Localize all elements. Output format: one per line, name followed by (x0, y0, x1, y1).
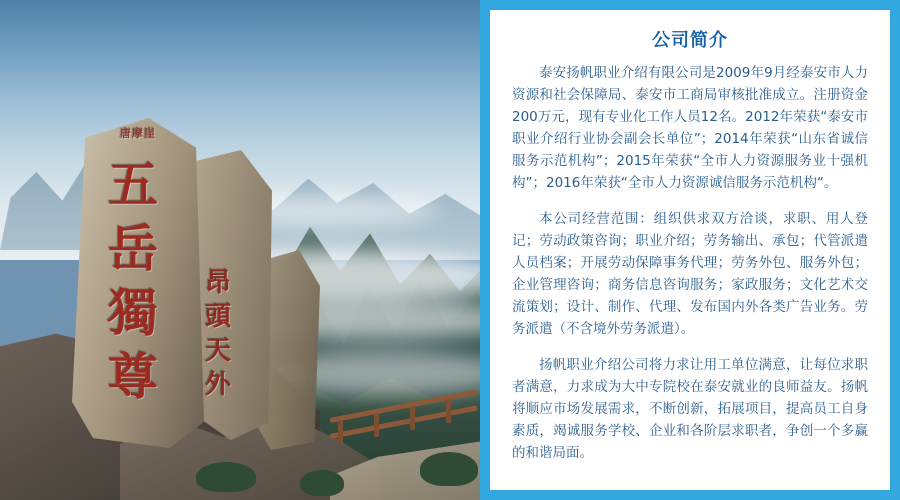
carved-char-4: 尊 (108, 347, 158, 406)
profile-card (490, 10, 890, 490)
railing-bar-bottom (330, 405, 478, 439)
profile-paragraph-2: 本公司经营范围：组织供求双方洽谈，求职、用人登记；劳动政策咨询；职业介绍；劳务输出、承包；代管派遣人员档案；开展劳动保障事务代理；劳务外包、服务外包；企业管理咨询；商务信息咨询服务；家政服务；文化艺术交流策划；设计、制作、代理、发布国内外各类广告业务。劳务派遣（不含境外劳务派遣）。 (512, 211, 868, 337)
carved-char-3: 獨 (108, 283, 158, 342)
carved-sub-char-2: 頭 (204, 302, 231, 332)
company-profile-panel (480, 0, 900, 500)
shrub-3 (420, 452, 478, 486)
profile-paragraph-1: 泰安扬帆职业介绍有限公司是2009年9月经泰安市人力资源和社会保障局、泰安市工商局审核批准成立。注册资金200万元，现有专业化工作人员12名。2012年荣获“泰安市职业介绍行业协会副会长单位”；2014年荣获“山东省诚信服务示范机构”；2015年荣获“全市人力资源服务业十强机构”；2016年荣获“全市人力资源诚信服务示范机构“。 (512, 65, 868, 191)
carved-sub-char-3: 天 (204, 336, 231, 366)
carved-sub-char-4: 外 (204, 370, 231, 400)
carved-char-1: 五 (108, 155, 158, 214)
railing-post-1 (338, 420, 343, 444)
shrub-2 (196, 462, 256, 492)
railing-post-4 (446, 399, 451, 423)
carved-small-inscription: 唐摩崖 (120, 127, 156, 140)
page-title: 公司简介 (652, 30, 728, 51)
shrub-1 (300, 470, 344, 496)
carved-main-inscription (96, 155, 170, 416)
railing-post-3 (410, 406, 415, 430)
carved-secondary-inscription (196, 270, 240, 406)
profile-paragraph-3: 扬帆职业介绍公司将力求让用工单位满意，让每位求职者满意，力求成为大中专院校在泰安就业的良师益友。扬帆将顺应市场发展需求，不断创新，拓展项目，提高员工自身素质，竭诚服务学校、企业和各阶层求职者，争创一个多赢的和谐局面。 (512, 357, 868, 461)
carved-sub-char-1: 昂 (204, 268, 231, 298)
carved-char-2: 岳 (108, 219, 158, 278)
railing-post-2 (374, 413, 379, 437)
